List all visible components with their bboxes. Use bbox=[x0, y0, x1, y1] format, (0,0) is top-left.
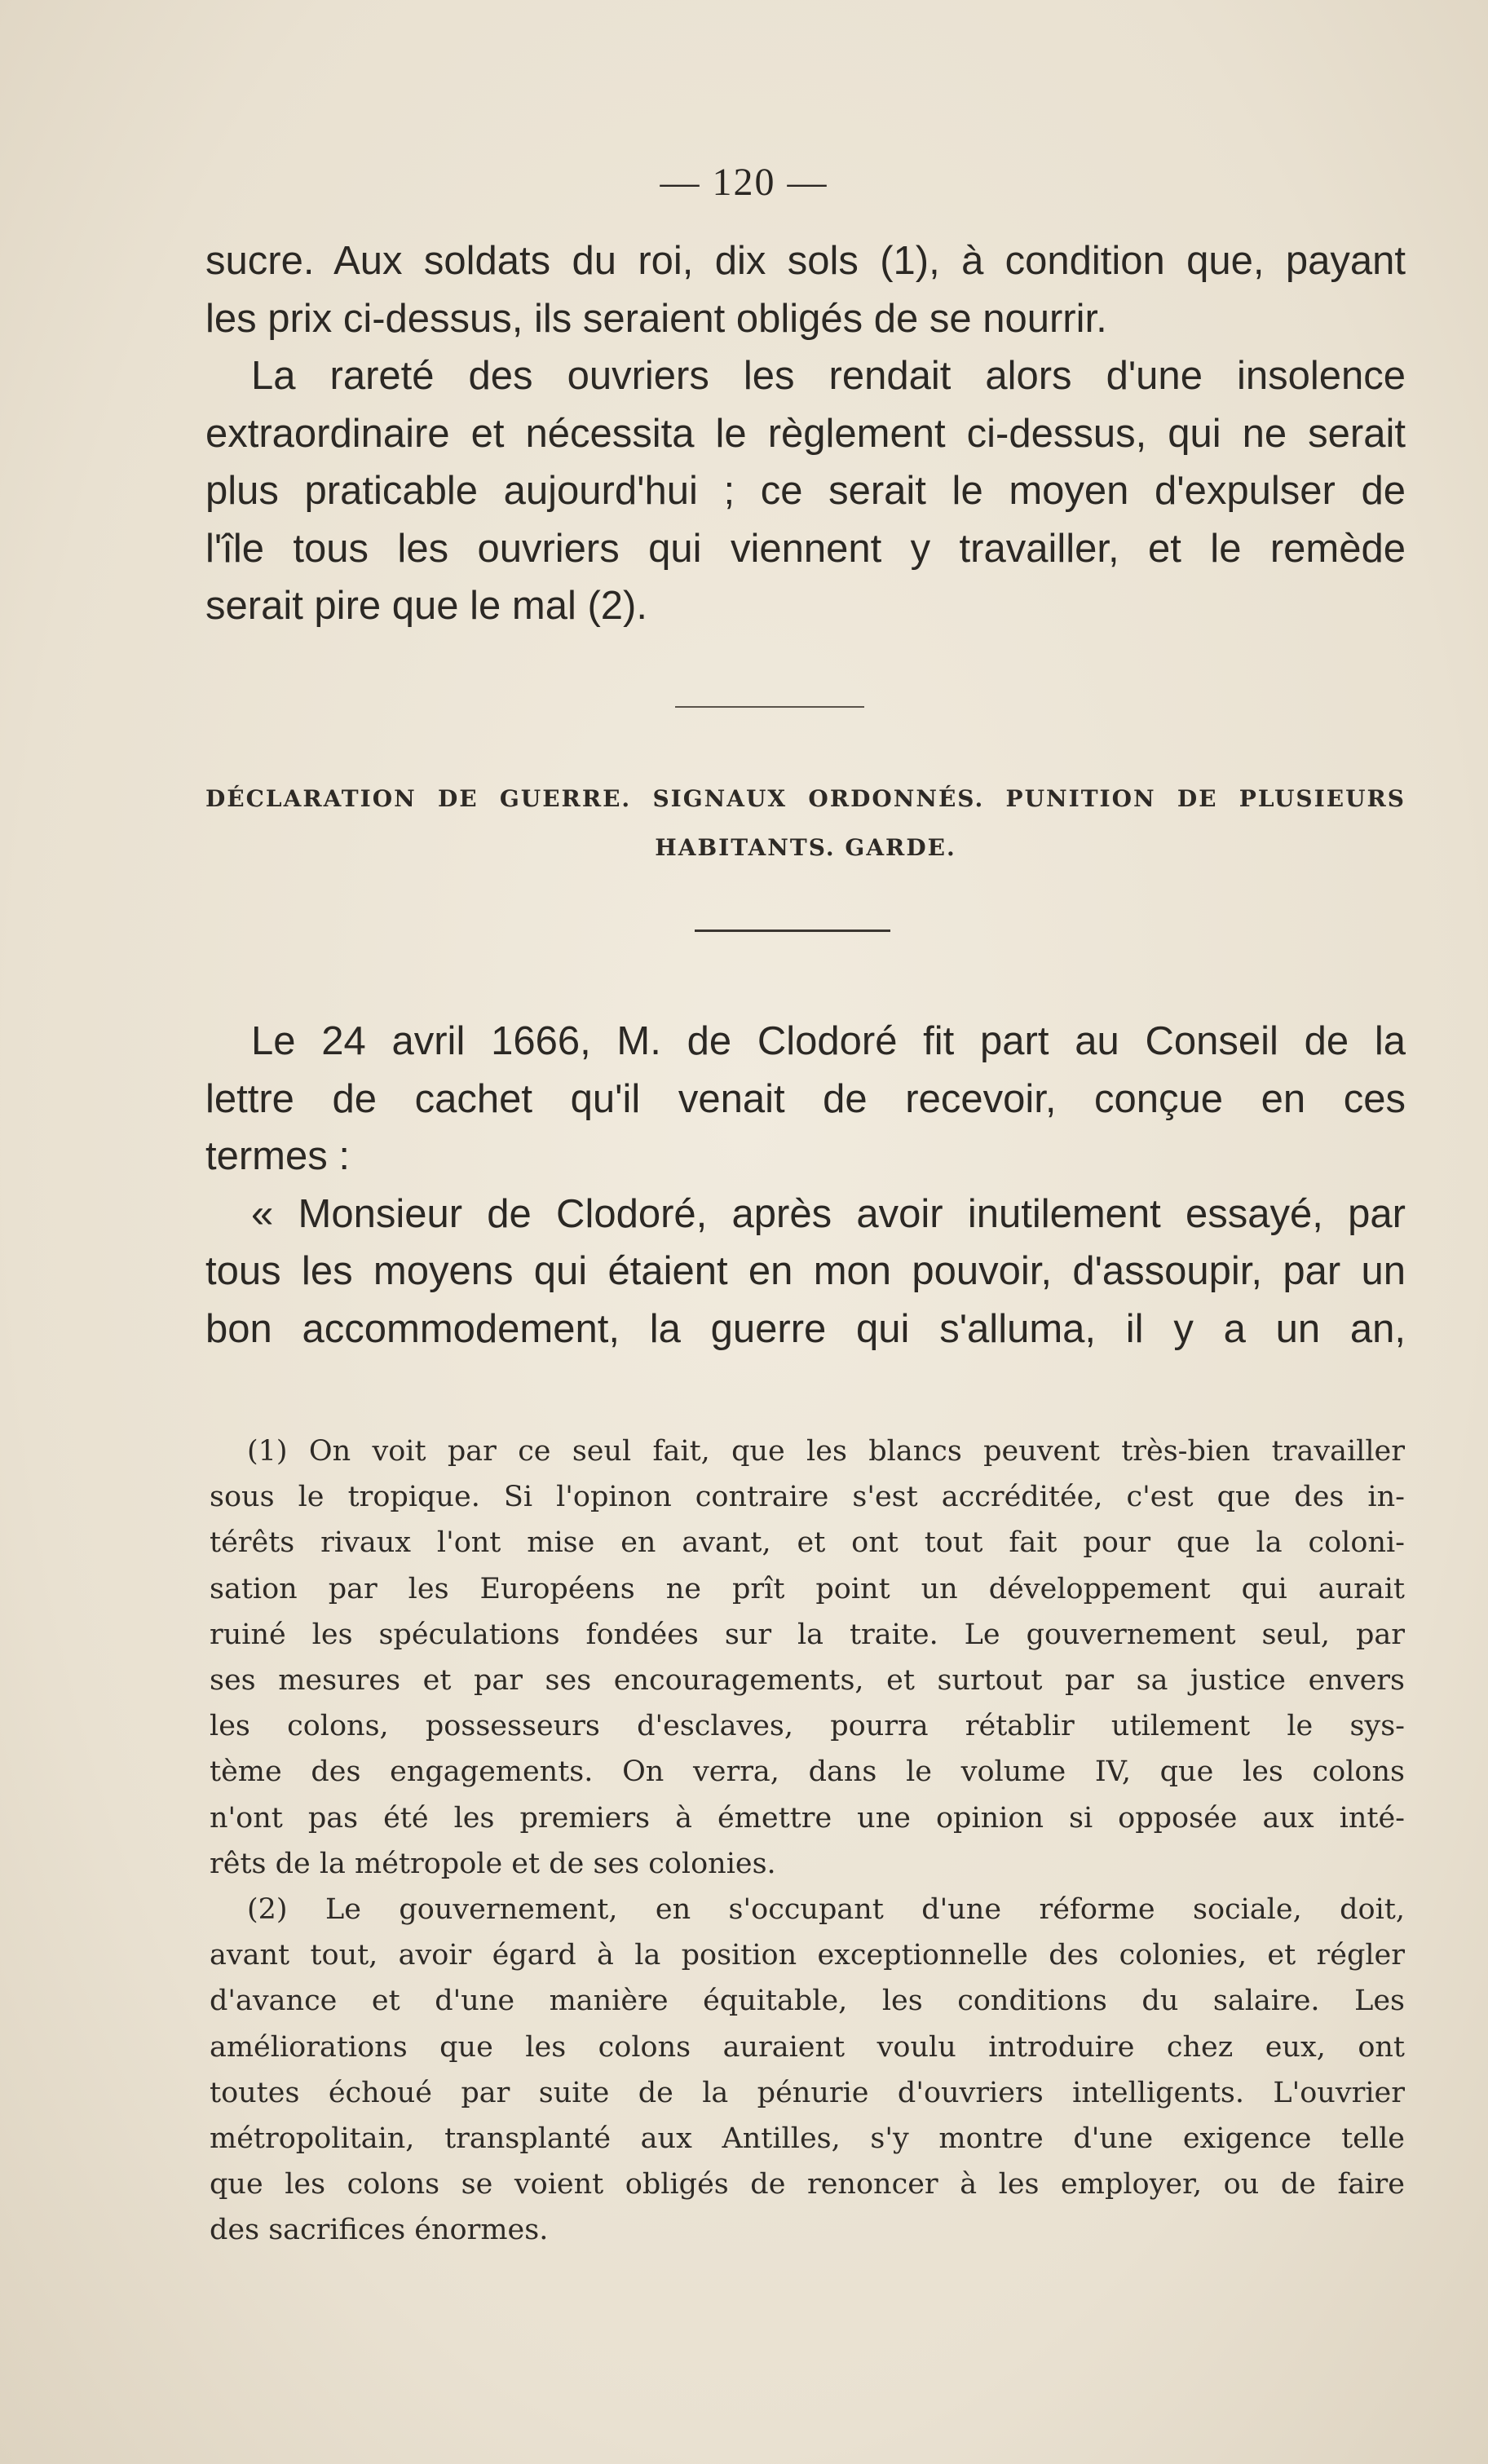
footnote-1-line: sation par les Européens ne prît point un développement qui aurait bbox=[210, 1572, 1405, 1605]
footnote-2-line: améliorations que les colons auraient voulu introduire chez eux, ont bbox=[210, 2030, 1405, 2064]
text-line: serait pire que le mal (2). bbox=[205, 584, 647, 628]
main-paragraphs bbox=[205, 1013, 1406, 1358]
footnote-2-line: avant tout, avoir égard à la position exceptionnelle des colonies, et régler bbox=[210, 1939, 1405, 1972]
separator-rule-lower bbox=[695, 930, 890, 932]
top-paragraphs bbox=[205, 232, 1406, 635]
footnote-2-line: métropolitain, transplanté aux Antilles, s'y montre d'une exigence telle bbox=[210, 2122, 1405, 2156]
text-line: plus praticable aujourd'hui ; ce serait le moyen d'expulser de bbox=[205, 469, 1406, 513]
footnote-1-line: n'ont pas été les premiers à émettre une opinion si opposée aux inté- bbox=[210, 1801, 1405, 1835]
page-number: — 120 — bbox=[660, 161, 828, 204]
footnote-2-line: toutes échoué par suite de la pénurie d'ouvriers intelligents. L'ouvrier bbox=[210, 2076, 1405, 2109]
text-line: les prix ci-dessus, ils seraient obligés de se nourrir. bbox=[205, 296, 1107, 341]
footnote-2-line: des sacrifices énormes. bbox=[210, 2214, 549, 2247]
footnote-1-line: térêts rivaux l'ont mise en avant, et ont tout fait pour que la coloni- bbox=[210, 1526, 1405, 1560]
footnote-1-line: rêts de la métropole et de ses colonies. bbox=[210, 1847, 776, 1880]
section-heading-line-2: HABITANTS. GARDE. bbox=[655, 834, 956, 861]
text-line: sucre. Aux soldats du roi, dix sols (1), à condition que, payant bbox=[205, 239, 1406, 283]
footnote-1-line: tème des engagements. On verra, dans le volume IV, que les colons bbox=[210, 1755, 1405, 1789]
text-line: tous les moyens qui étaient en mon pouvoir, d'assoupir, par un bbox=[205, 1249, 1406, 1293]
footnote-1-line: ses mesures et par ses encouragements, et surtout par sa justice envers bbox=[210, 1664, 1405, 1698]
text-line: lettre de cachet qu'il venait de recevoir, conçue en ces bbox=[205, 1076, 1406, 1121]
footnote-1-line: (1) On voit par ce seul fait, que les blancs peuvent très-bien travailler bbox=[247, 1435, 1405, 1468]
footnote-1-line: sous le tropique. Si l'opinon contraire s'est accréditée, c'est que des in- bbox=[210, 1481, 1405, 1514]
text-line: bon accommodement, la guerre qui s'alluma, il y a un an, bbox=[205, 1306, 1406, 1351]
footnote-2-line: que les colons se voient obligés de renoncer à les employer, ou de faire bbox=[210, 2168, 1405, 2201]
section-heading-line-1: DÉCLARATION DE GUERRE. SIGNAUX ORDONNÉS. PUNITION DE PLUSIEURS bbox=[205, 785, 1406, 812]
footnote-2-line: (2) Le gouvernement, en s'occupant d'une réforme sociale, doit, bbox=[247, 1893, 1405, 1927]
text-line: Le 24 avril 1666, M. de Clodoré fit part au Conseil de la bbox=[251, 1019, 1406, 1063]
footnotes bbox=[210, 1429, 1405, 2254]
text-line: « Monsieur de Clodoré, après avoir inutilement essayé, par bbox=[251, 1191, 1406, 1236]
footnote-1-line: ruiné les spéculations fondées sur la traite. Le gouvernement seul, par bbox=[210, 1618, 1405, 1651]
text-line: La rareté des ouvriers les rendait alors d'une insolence bbox=[251, 354, 1406, 398]
text-line: extraordinaire et nécessita le règlement ci-dessus, qui ne serait bbox=[205, 411, 1406, 456]
footnote-1-line: les colons, possesseurs d'esclaves, pourra rétablir utilement le sys- bbox=[210, 1710, 1405, 1743]
text-line: l'île tous les ouvriers qui viennent y travailler, et le remède bbox=[205, 526, 1406, 571]
footnote-2-line: d'avance et d'une manière équitable, les conditions du salaire. Les bbox=[210, 1985, 1405, 2018]
section-heading bbox=[205, 775, 1406, 872]
text-line: termes : bbox=[205, 1134, 350, 1178]
separator-rule-upper bbox=[675, 706, 864, 708]
